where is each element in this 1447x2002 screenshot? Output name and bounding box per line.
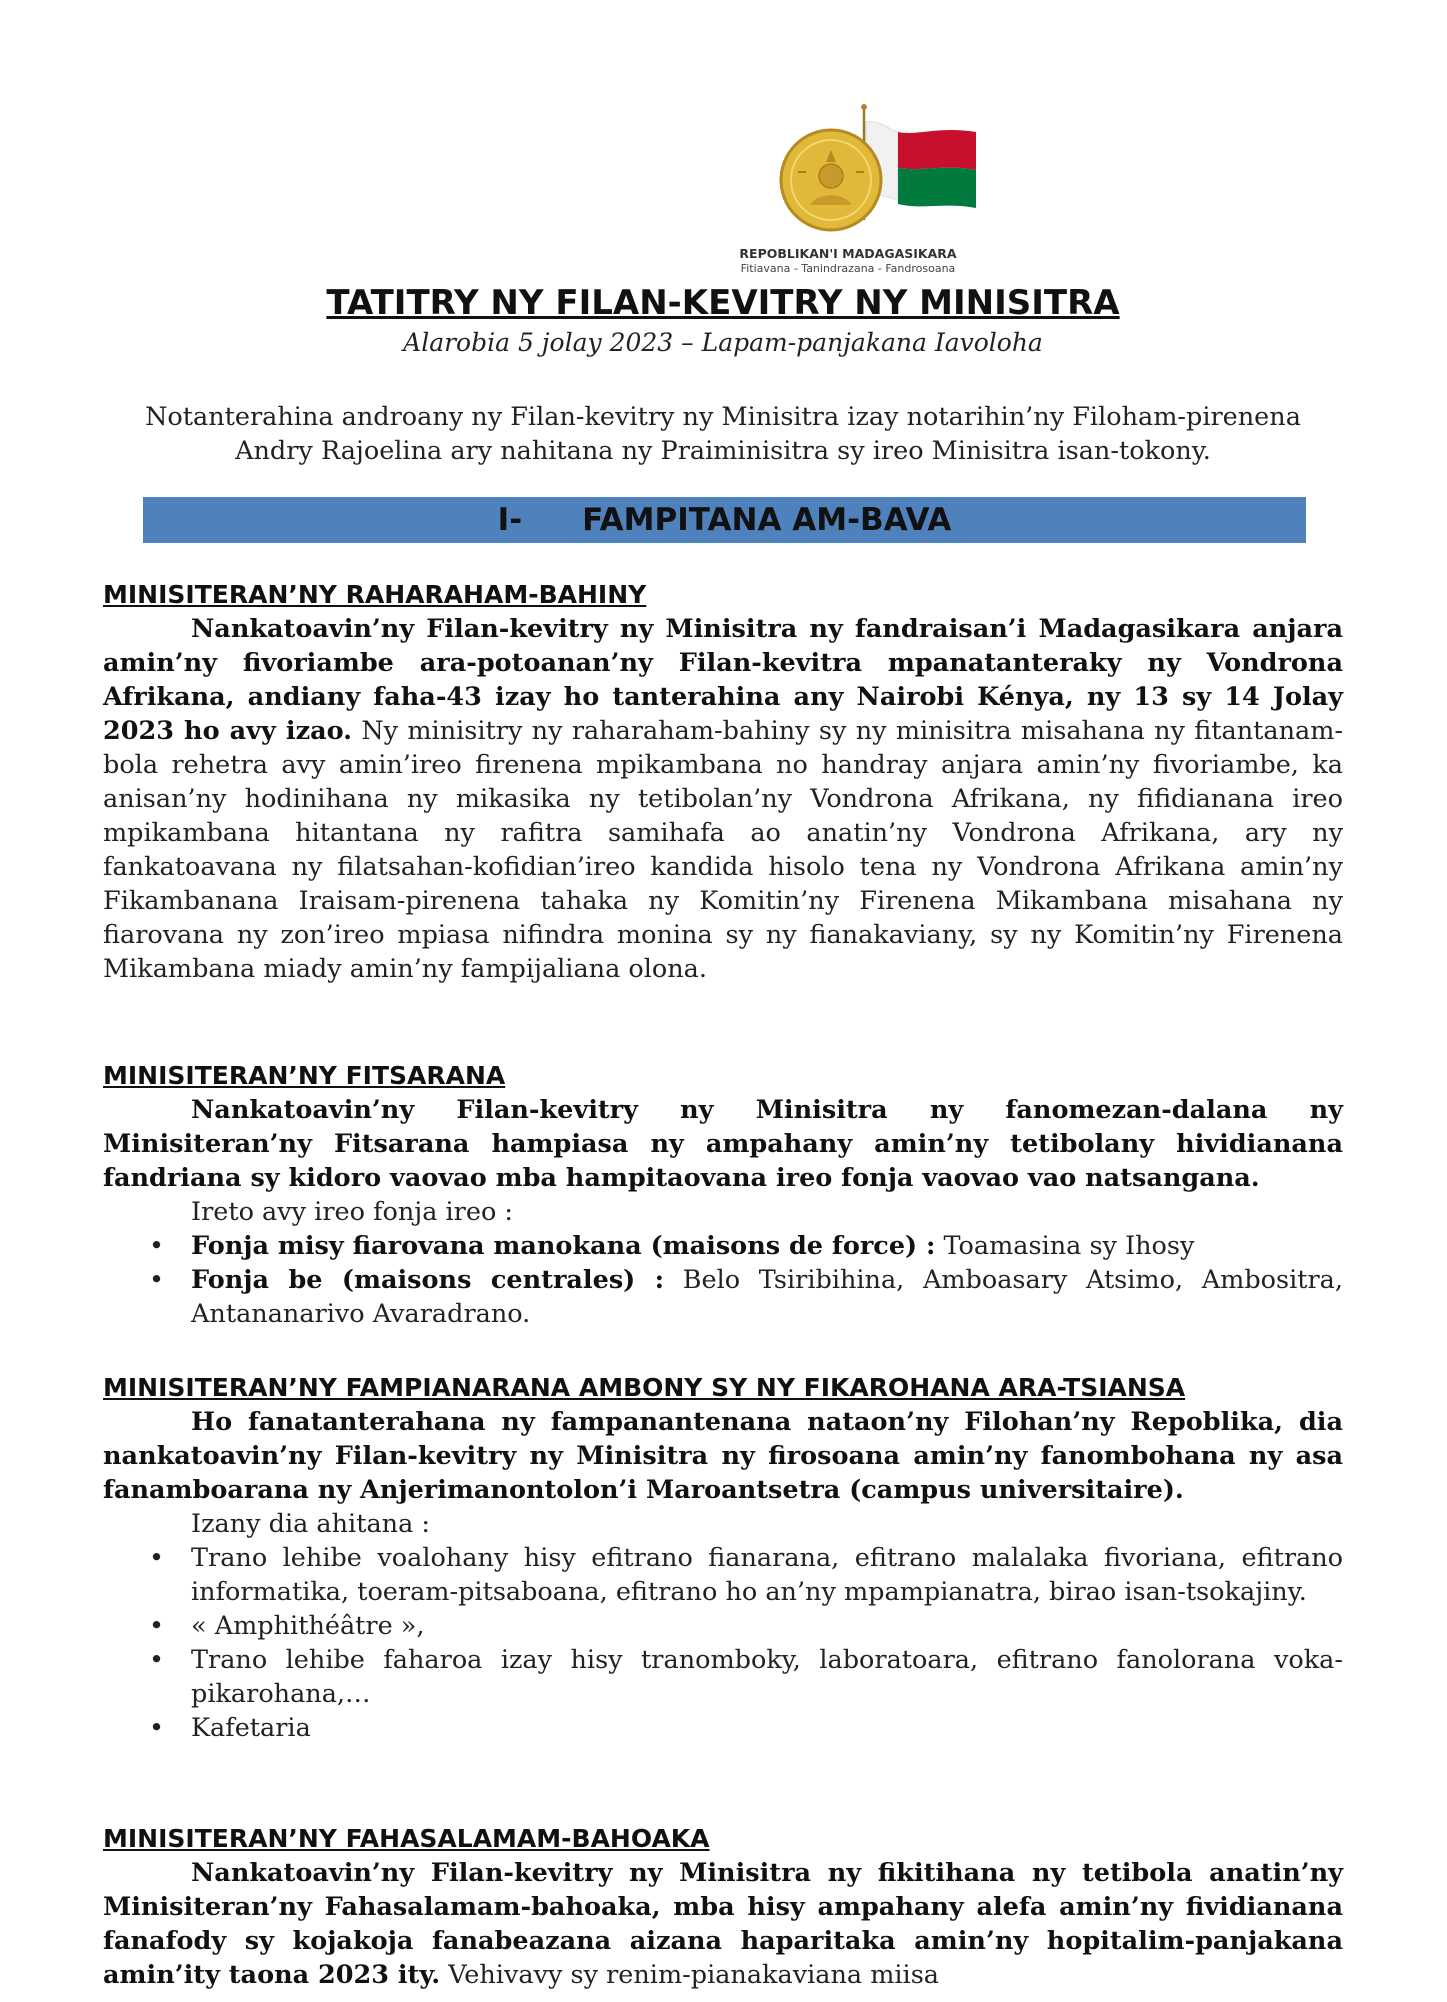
ministry-block-higher-education (103, 1371, 1343, 1745)
section-number: I- (497, 502, 523, 538)
list-item-text: Toamasina sy Ihosy (935, 1231, 1195, 1261)
list-item: • Kafetaria (103, 1711, 1343, 1745)
intro-paragraph: Notanterahina androany ny Filan-kevitry ny Minisitra izay notarihin’ny Filoham-pirenena Andry Rajoelina ary nahitana ny Praiminisitra sy ireo Minisitra isan-tokony. (145, 402, 1301, 466)
emblem-republic-text: REPOBLIKAN'I MADAGASIKARA (739, 246, 957, 261)
list-item: • Trano lehibe faharoa izay hisy tranomboky, laboratoara, efitrano fanolorana voka-pikarohana,… (103, 1643, 1343, 1711)
ministry-block-foreign-affairs (103, 578, 1343, 986)
list-item-bold: Fonja be (maisons centrales) : (191, 1265, 665, 1295)
paragraph-lead-bold: Ho fanatanterahana ny fampanantenana nataon’ny Filohan’ny Repoblika, dia nankatoavin’ny Filan-kevitry ny Minisitra ny firosoana amin’ny fanombohana ny asa fanamboarana ny Anjerimanontolon’i Maroantsetra (campus universitaire). (103, 1407, 1343, 1505)
emblem-flag-icon (718, 100, 978, 245)
paragraph-lead-bold: Nankatoavin’ny Filan-kevitry ny Minisitra ny fikitihana ny tetibola anatin’ny Minisiteran’ny Fahasalamam-bahoaka, mba hisy ampahany alefa amin’ny fividianana fanafody sy kojakoja fanabeazana aizana haparitaka amin’ny hopitalim-panjakana amin’ity taona 2023 ity. (103, 1858, 1343, 1990)
list-item: • Trano lehibe voalohany hisy efitrano fianarana, efitrano malalaka fivoriana, efitrano informatika, toeram-pitsaboana, efitrano ho an’ny mpampianatra, birao isan-tsokajiny. (103, 1541, 1343, 1609)
ministry-title: MINISITERAN’NY FITSARANA (103, 1061, 506, 1090)
section-title: FAMPITANA AM-BAVA (582, 502, 952, 538)
list-item-text: Belo Tsiribihina, Amboasary Atsimo, Ambositra, Antananarivo Avaradrano. (191, 1265, 1343, 1329)
campus-list (103, 1541, 1343, 1745)
list-item: • « Amphithéâtre », (103, 1609, 1343, 1643)
ministry-paragraph (103, 1093, 1343, 1195)
list-intro: Ireto avy ireo fonja ireo : (191, 1197, 513, 1227)
paragraph-lead-bold: Nankatoavin’ny Filan-kevitry ny Minisitra ny fanomezan-dalana ny Minisiteran’ny Fitsarana hampiasa ny ampahany amin’ny tetibolany hividianana fandriana sy kidoro vaovao mba hampitaovana ireo fonja vaovao vao natsangana. (103, 1095, 1343, 1193)
ministry-block-public-health (103, 1822, 1343, 1992)
list-item-bold: Fonja misy fiarovana manokana (maisons de force) : (191, 1231, 936, 1261)
paragraph-body: Ny minisitry ny raharaham-bahiny sy ny minisitra misahana ny fitantanam-bola rehetra avy amin’ireo firenena mpikambana no handray anjara amin’ny fivoriambe, ka anisan’ny hodinihana ny mikasika ny tetibolan’ny Vondrona Afrikana, ny fifidianana ireo mpikambana hitantana ny rafitra samihafa ao anatin’ny Vondrona Afrikana, ary ny fankatoavana ny filatsahan-kofidian’ireo kandida hisolo tena ny Vondrona Afrikana amin’ny Fikambanana Iraisam-pirenena tahaka ny Komitin’ny Firenena Mikambana misahana ny fiarovana ny zon’ireo mpiasa nifindra monina sy ny fianakaviany, sy ny Komitin’ny Firenena Mikambana miady amin’ny fampijaliana olona. (103, 716, 1344, 984)
ministry-paragraph (103, 612, 1343, 986)
prison-list (103, 1229, 1343, 1331)
paragraph-lead-bold: Nankatoavin’ny Filan-kevitry ny Minisitra ny fandraisan’i Madagasikara anjara amin’ny fivoriambe ara-potoanan’ny Filan-kevitra mpanatanteraky ny Vondrona Afrikana, andiany faha-43 izay ho tanterahina any Nairobi Kénya, ny 13 sy 14 Jolay 2023 ho avy izao. (103, 614, 1343, 746)
paragraph-body: Vehivavy sy renim-pianakaviana miisa (440, 1960, 939, 1990)
ministry-title: MINISITERAN’NY RAHARAHAM-BAHINY (103, 580, 647, 609)
republic-emblem (718, 100, 978, 280)
document-date-place: Alarobia 5 jolay 2023 – Lapam-panjakana Iavoloha (403, 328, 1043, 357)
list-intro: Izany dia ahitana : (191, 1509, 430, 1539)
list-item (103, 1229, 1343, 1263)
ministry-paragraph (103, 1856, 1343, 1992)
ministry-block-justice (103, 1059, 1343, 1331)
ministry-title: MINISITERAN’NY FAMPIANARANA AMBONY SY NY FIKAROHANA ARA-TSIANSA (103, 1373, 1186, 1402)
ministry-paragraph (103, 1405, 1343, 1507)
list-item (103, 1263, 1343, 1331)
section-heading-bar (143, 497, 1306, 543)
emblem-motto-text: Fitiavana - Tanindrazana - Fandrosoana (740, 262, 956, 275)
document-title: TATITRY NY FILAN-KEVITRY NY MINISITRA (326, 283, 1120, 323)
ministry-title: MINISITERAN’NY FAHASALAMAM-BAHOAKA (103, 1824, 710, 1853)
